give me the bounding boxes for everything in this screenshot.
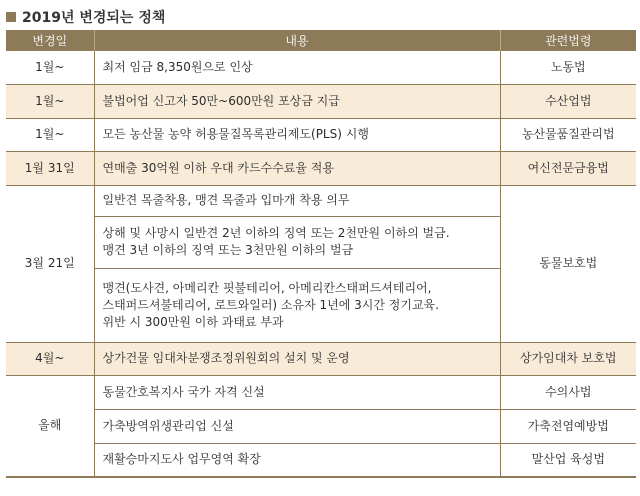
row-content: 상가건물 임대차분쟁조정위원회의 설치 및 운영	[94, 342, 500, 375]
row-date: 1월~	[6, 84, 94, 118]
content-line: 스태퍼드셔불테리어, 로트와일러) 소유자 1년에 3시간 정기교육.	[102, 297, 439, 312]
row-content: 동물간호복지사 국가 자격 신설	[94, 375, 500, 409]
header-content: 내용	[94, 30, 500, 51]
row-content: 최저 임금 8,350원으로 인상	[94, 51, 500, 84]
table-row	[6, 151, 636, 185]
row-content: 불법어업 신고자 50만~600만원 포상금 지급	[94, 84, 500, 118]
content-line: 위반 시 300만원 이하 과태료 부과	[102, 314, 284, 329]
row-content: 연매출 30억원 이하 우대 카드수수료율 적용	[94, 151, 500, 185]
row-law: 수산업법	[500, 84, 636, 118]
row-content: 모든 농산물 농약 허용물질목록관리제도(PLS) 시행	[94, 118, 500, 151]
row-law: 말산업 육성법	[500, 443, 636, 477]
table-row	[6, 375, 636, 409]
row-content: 가축방역위생관리업 신설	[94, 409, 500, 443]
row-content	[94, 216, 500, 268]
header-law: 관련법령	[500, 30, 636, 51]
row-law: 가축전염예방법	[500, 409, 636, 443]
row-law: 수의사법	[500, 375, 636, 409]
row-law: 상가임대차 보호법	[500, 342, 636, 375]
row-date: 1월 31일	[6, 151, 94, 185]
table-row	[6, 342, 636, 375]
row-content: 재활승마지도사 업무영역 확장	[94, 443, 500, 477]
row-law: 동물보호법	[500, 185, 636, 342]
table-row	[6, 409, 636, 443]
table-row	[6, 84, 636, 118]
row-date: 4월~	[6, 342, 94, 375]
content-line: 맹견(도사견, 아메리칸 핏불테리어, 아메리칸스태퍼드셔테리어,	[102, 280, 432, 295]
table-row	[6, 443, 636, 477]
row-law: 노동법	[500, 51, 636, 84]
table-header-row	[6, 30, 636, 51]
row-law: 여신전문금융법	[500, 151, 636, 185]
policy-table	[6, 30, 636, 478]
row-date: 1월~	[6, 118, 94, 151]
content-line: 상해 및 사망시 일반견 2년 이하의 징역 또는 2천만원 이하의 벌금.	[102, 226, 450, 240]
row-content	[94, 268, 500, 342]
header-date: 변경일	[6, 30, 94, 51]
row-date: 올해	[6, 375, 94, 477]
table-row	[6, 118, 636, 151]
row-law: 농산물품질관리법	[500, 118, 636, 151]
square-bullet-icon	[6, 12, 16, 22]
table-row	[6, 51, 636, 84]
page-title-text: 2019년 변경되는 정책	[22, 10, 166, 26]
row-date: 3월 21일	[6, 185, 94, 342]
row-content	[94, 185, 500, 216]
content-line: 맹견 3년 이하의 징역 또는 3천만원 이하의 벌금	[102, 243, 354, 257]
page-title	[6, 6, 165, 28]
table-row	[6, 185, 636, 216]
content-line: 일반견 목줄착용, 맹견 목줄과 입마개 착용 의무	[102, 193, 350, 207]
row-date: 1월~	[6, 51, 94, 84]
